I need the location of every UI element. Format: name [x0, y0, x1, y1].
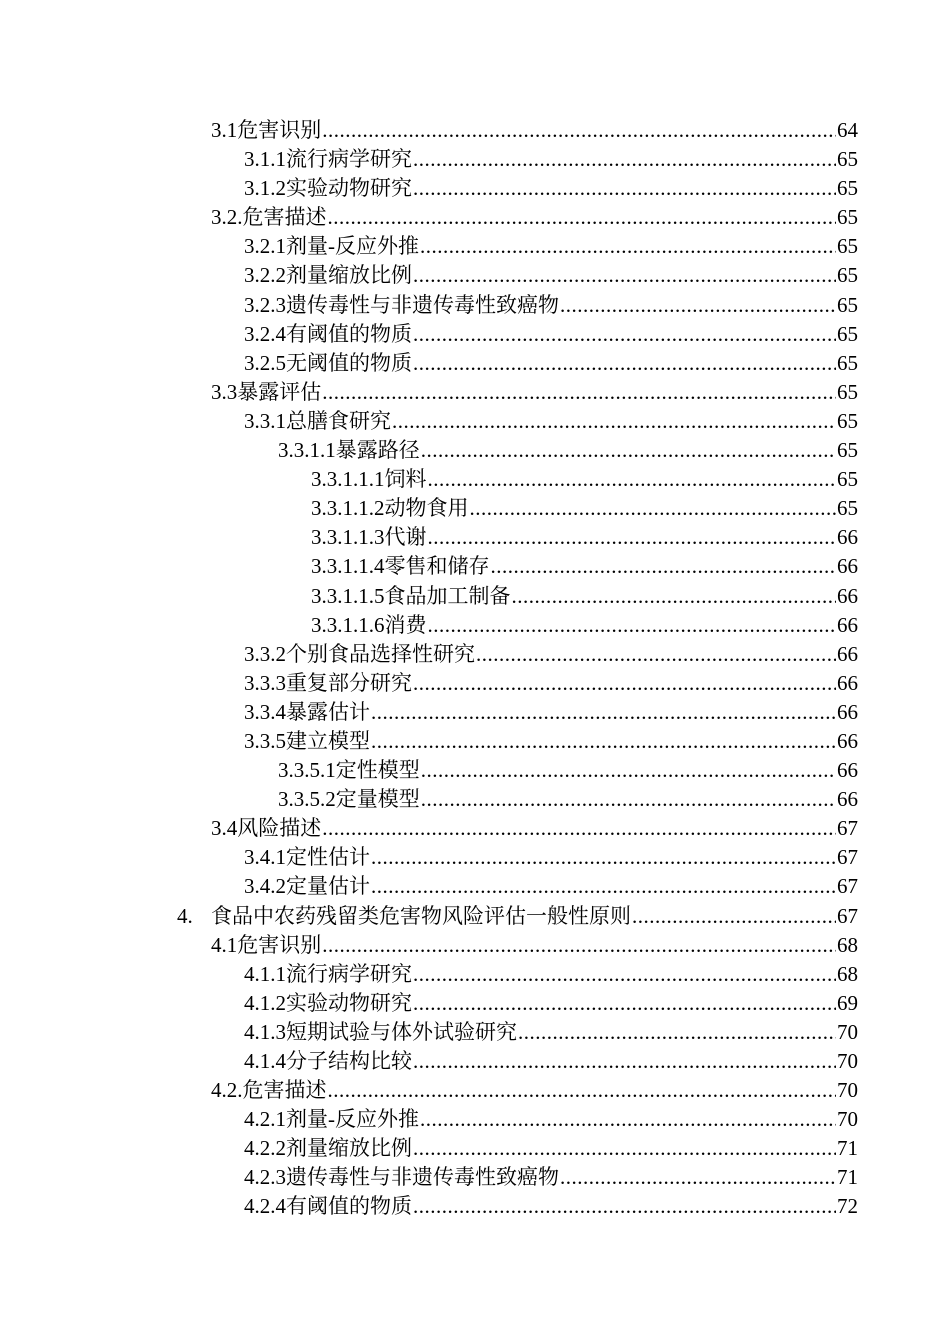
- toc-entry-number: 4.2.: [211, 1078, 243, 1103]
- toc-entry-number: 3.3.3: [244, 670, 286, 695]
- toc-entry-page-number: 66: [837, 728, 858, 753]
- toc-entry[interactable]: [0, 1076, 950, 1105]
- toc-entry-number: 3.1: [211, 118, 238, 142]
- toc-dot-leader: [413, 960, 836, 989]
- toc-dot-leader: [421, 756, 836, 785]
- toc-dot-leader: [413, 261, 836, 290]
- toc-dot-leader: [371, 698, 836, 727]
- toc-dot-leader: [428, 465, 837, 494]
- toc-entry-page-number: 66: [837, 758, 858, 783]
- toc-entry-title: 无阈值的物质: [286, 350, 412, 375]
- toc-dot-leader: [371, 727, 836, 756]
- toc-dot-leader: [421, 785, 836, 814]
- toc-entry-number: 3.3.1.1.5: [311, 583, 385, 608]
- toc-entry-page-number: 67: [837, 845, 858, 870]
- toc-entry-page-number: 67: [837, 903, 858, 928]
- toc-entry-page-number: 65: [837, 379, 858, 404]
- toc-entry[interactable]: [0, 465, 950, 494]
- toc-entry-number: 4.2.2: [244, 1136, 286, 1161]
- toc-entry-title: 定性估计: [286, 845, 370, 870]
- toc-entry-number: 4.1.1: [244, 961, 286, 986]
- toc-entry-number: 4.2.4: [244, 1194, 286, 1219]
- toc-entry[interactable]: [0, 320, 950, 349]
- toc-entry-number: 4.1.2: [244, 990, 286, 1015]
- toc-entry[interactable]: [0, 582, 950, 611]
- toc-entry[interactable]: [0, 785, 950, 814]
- toc-entry-number: 4.: [177, 903, 193, 928]
- toc-entry-title: 流行病学研究: [286, 147, 412, 172]
- toc-entry-number: 4.1.4: [244, 1049, 286, 1073]
- toc-dot-leader: [392, 407, 836, 436]
- toc-entry-number: 3.3.5.2: [278, 787, 336, 812]
- toc-entry[interactable]: [0, 669, 950, 698]
- toc-entry-title: 建立模型: [286, 728, 370, 753]
- toc-entry-number: 4.1.3: [244, 1019, 286, 1044]
- toc-dot-leader: [512, 582, 837, 611]
- toc-entry-page-number: 65: [837, 176, 858, 201]
- toc-entry[interactable]: [0, 611, 950, 640]
- toc-dot-leader: [420, 1105, 836, 1134]
- toc-dot-leader: [476, 640, 836, 669]
- toc-entry-page-number: 66: [837, 787, 858, 812]
- toc-entry[interactable]: [0, 872, 950, 901]
- toc-entry-page-number: 65: [837, 438, 858, 463]
- toc-entry-title: 遗传毒性与非遗传毒性致癌物: [286, 292, 559, 317]
- toc-entry-title: 有阈值的物质: [286, 1194, 412, 1219]
- toc-entry[interactable]: [0, 1163, 950, 1192]
- toc-entry-title: 危害识别: [237, 118, 322, 142]
- toc-entry-page-number: 70: [837, 1078, 858, 1103]
- toc-dot-leader: [413, 1047, 836, 1076]
- toc-entry-title: 剂量-反应外推: [286, 234, 419, 259]
- toc-entry-page-number: 66: [837, 670, 858, 695]
- toc-entry-number: 3.2.3: [244, 292, 286, 317]
- toc-entry[interactable]: [0, 116, 950, 145]
- toc-entry-title: 有阈值的物质: [286, 321, 412, 346]
- toc-entry-page-number: 67: [837, 816, 858, 841]
- toc-dot-leader: [428, 611, 837, 640]
- toc-entry[interactable]: [0, 436, 950, 465]
- toc-entry-page-number: 69: [837, 990, 858, 1015]
- toc-entry[interactable]: [0, 291, 950, 320]
- toc-entry-number: 3.3: [211, 379, 238, 404]
- toc-entry[interactable]: [0, 1192, 950, 1221]
- toc-dot-leader: [413, 145, 836, 174]
- toc-dot-leader: [413, 1192, 836, 1221]
- toc-dot-leader: [322, 931, 836, 960]
- toc-dot-leader: [413, 669, 836, 698]
- toc-entry-page-number: 70: [837, 1019, 858, 1044]
- toc-entry-title: 重复部分研究: [286, 670, 412, 695]
- toc-entry-page-number: 68: [837, 961, 858, 986]
- toc-dot-leader: [560, 1163, 836, 1192]
- toc-entry-title: 危害识别: [237, 932, 322, 957]
- toc-dot-leader: [420, 232, 836, 261]
- toc-entry-page-number: 66: [837, 612, 858, 637]
- toc-dot-leader: [413, 349, 836, 378]
- toc-dot-leader: [560, 291, 836, 320]
- toc-entry[interactable]: [0, 1047, 950, 1076]
- toc-entry-number: 4.2.3: [244, 1165, 286, 1190]
- toc-entry-title: 定量模型: [335, 787, 420, 812]
- toc-entry-page-number: 67: [837, 874, 858, 899]
- toc-dot-leader: [632, 902, 836, 931]
- toc-entry-number: 3.4: [211, 816, 238, 841]
- toc-dot-leader: [413, 320, 836, 349]
- toc-dot-leader: [322, 378, 836, 407]
- toc-entry-number: 3.3.1.1.2: [311, 496, 385, 521]
- toc-dot-leader: [518, 1018, 836, 1047]
- toc-dot-leader: [428, 523, 837, 552]
- toc-entry-number: 3.3.5: [244, 728, 286, 753]
- toc-entry-title: 实验动物研究: [286, 990, 412, 1015]
- toc-entry-page-number: 71: [837, 1165, 858, 1190]
- toc-entry-page-number: 66: [837, 583, 858, 608]
- toc-entry[interactable]: [0, 843, 950, 872]
- toc-entry-number: 3.3.1.1.4: [311, 554, 385, 579]
- toc-entry-title: 危害描述: [242, 205, 327, 230]
- toc-entry-page-number: 65: [837, 496, 858, 521]
- toc-entry-title: 定量估计: [286, 874, 370, 899]
- toc-entry-title: 定性模型: [335, 758, 420, 783]
- toc-entry-title: 遗传毒性与非遗传毒性致癌物: [286, 1165, 559, 1190]
- toc-entry-title: 风险描述: [237, 816, 322, 841]
- toc-entry-number: 3.2.: [211, 205, 243, 230]
- toc-entry-number: 3.3.1.1.3: [311, 525, 385, 550]
- toc-entry-title: 短期试验与体外试验研究: [286, 1019, 517, 1044]
- toc-entry-page-number: 66: [837, 525, 858, 550]
- toc-entry-title: 动物食用: [384, 496, 469, 521]
- toc-entry-page-number: 64: [837, 118, 858, 142]
- toc-entry[interactable]: [0, 203, 950, 232]
- toc-entry-number: 3.2.1: [244, 234, 286, 259]
- toc-dot-leader: [371, 843, 836, 872]
- toc-dot-leader: [413, 174, 836, 203]
- toc-entry-number: 3.3.1.1: [278, 438, 336, 463]
- toc-dot-leader: [328, 203, 837, 232]
- toc-entry[interactable]: [0, 378, 950, 407]
- toc-entry-number: 3.1.2: [244, 176, 286, 201]
- toc-entry[interactable]: [0, 1134, 950, 1163]
- toc-entry[interactable]: [0, 814, 950, 843]
- toc-entry-page-number: 70: [837, 1049, 858, 1073]
- toc-entry-title: 总膳食研究: [286, 408, 391, 433]
- toc-entry-title: 食品加工制备: [384, 583, 511, 608]
- toc-entry[interactable]: [0, 1105, 950, 1134]
- toc-entry[interactable]: [0, 174, 950, 203]
- toc-entry[interactable]: [0, 407, 950, 436]
- table-of-contents: [0, 116, 950, 1222]
- toc-entry-title: 剂量缩放比例: [286, 1136, 412, 1161]
- toc-entry-title: 暴露估计: [286, 699, 370, 724]
- toc-entry-number: 3.2.5: [244, 350, 286, 375]
- toc-dot-leader: [322, 814, 836, 843]
- toc-entry-number: 3.3.5.1: [278, 758, 336, 783]
- toc-entry[interactable]: [0, 931, 950, 960]
- toc-entry-title: 代谢: [384, 525, 427, 550]
- toc-entry-page-number: 71: [837, 1136, 858, 1161]
- toc-dot-leader: [491, 552, 837, 581]
- toc-entry-page-number: 65: [837, 292, 858, 317]
- toc-dot-leader: [413, 989, 836, 1018]
- toc-entry-number: 3.3.1.1.6: [311, 612, 385, 637]
- toc-entry-title: 零售和储存: [384, 554, 490, 579]
- toc-entry-title: 食品中农药残留类危害物风险评估一般性原则: [211, 903, 631, 928]
- toc-entry[interactable]: [0, 232, 950, 261]
- toc-entry-page-number: 70: [837, 1107, 858, 1132]
- toc-entry[interactable]: [0, 960, 950, 989]
- toc-entry-title: 暴露路径: [335, 438, 420, 463]
- toc-entry-page-number: 66: [837, 641, 858, 666]
- toc-entry[interactable]: [0, 523, 950, 552]
- toc-entry[interactable]: [0, 1018, 950, 1047]
- toc-dot-leader: [413, 1134, 836, 1163]
- toc-dot-leader: [421, 436, 836, 465]
- toc-entry-number: 3.3.4: [244, 699, 286, 724]
- toc-entry-number: 3.4.1: [244, 845, 286, 870]
- toc-dot-leader: [328, 1076, 837, 1105]
- toc-entry-title: 剂量-反应外推: [286, 1107, 419, 1132]
- toc-dot-leader: [371, 872, 836, 901]
- toc-entry-page-number: 65: [837, 147, 858, 172]
- toc-entry-page-number: 65: [837, 467, 858, 492]
- toc-entry-page-number: 65: [837, 321, 858, 346]
- toc-entry-page-number: 72: [837, 1194, 858, 1219]
- toc-entry[interactable]: [0, 552, 950, 581]
- toc-entry[interactable]: [0, 640, 950, 669]
- toc-entry-title: 消费: [384, 612, 427, 637]
- toc-entry-page-number: 68: [837, 932, 858, 957]
- toc-dot-leader: [322, 116, 836, 145]
- toc-entry-number: 3.3.2: [244, 641, 286, 666]
- toc-entry-title: 暴露评估: [237, 379, 322, 404]
- toc-entry[interactable]: [0, 145, 950, 174]
- toc-entry-number: 3.4.2: [244, 874, 286, 899]
- toc-entry-number: 3.3.1: [244, 408, 286, 433]
- toc-entry-page-number: 65: [837, 263, 858, 288]
- toc-entry[interactable]: [0, 494, 950, 523]
- toc-entry-number: 3.3.1.1.1: [311, 467, 385, 492]
- toc-entry-page-number: 65: [837, 408, 858, 433]
- toc-entry-title: 分子结构比较: [286, 1049, 412, 1073]
- toc-entry-number: 3.1.1: [244, 147, 286, 172]
- toc-entry-page-number: 66: [837, 699, 858, 724]
- toc-entry[interactable]: [0, 756, 950, 785]
- toc-entry-number: 3.2.4: [244, 321, 286, 346]
- toc-entry[interactable]: [0, 727, 950, 756]
- toc-entry-page-number: 65: [837, 205, 858, 230]
- toc-entry-number: 4.1: [211, 932, 238, 957]
- toc-entry[interactable]: [0, 989, 950, 1018]
- toc-entry[interactable]: [0, 902, 950, 931]
- toc-entry[interactable]: [0, 349, 950, 378]
- toc-entry-page-number: 66: [837, 554, 858, 579]
- toc-entry-page-number: 65: [837, 350, 858, 375]
- toc-entry-title: 危害描述: [242, 1078, 327, 1103]
- toc-entry[interactable]: [0, 698, 950, 727]
- toc-entry-number: 4.2.1: [244, 1107, 286, 1132]
- toc-entry-number: 3.2.2: [244, 263, 286, 288]
- toc-entry-title: 个别食品选择性研究: [286, 641, 475, 666]
- toc-entry-title: 流行病学研究: [286, 961, 412, 986]
- toc-entry-page-number: 65: [837, 234, 858, 259]
- toc-entry-title: 实验动物研究: [286, 176, 412, 201]
- toc-entry-title: 饲料: [384, 467, 427, 492]
- toc-dot-leader: [470, 494, 837, 523]
- toc-entry[interactable]: [0, 261, 950, 290]
- toc-entry-title: 剂量缩放比例: [286, 263, 412, 288]
